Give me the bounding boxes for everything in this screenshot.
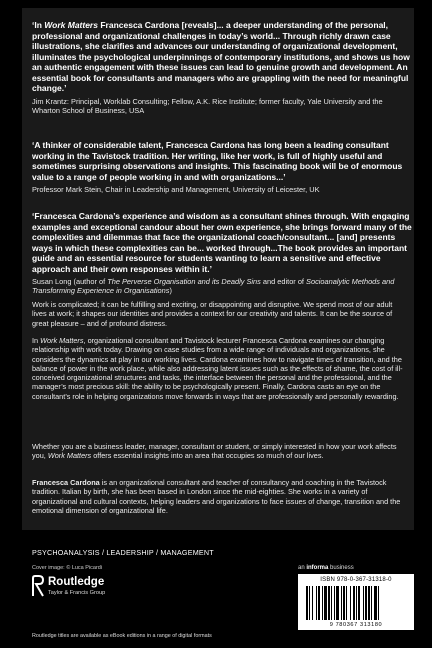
endorsement-stein <box>32 140 412 194</box>
attribution-part: Susan Long (author of <box>32 277 108 286</box>
blurb-part: offers essential insights into an area that occupies so much of our lives. <box>91 451 324 461</box>
publisher-subtitle: Taylor & Francis Group <box>48 590 106 596</box>
book-title-italic: Work Matters <box>40 336 84 345</box>
publisher-name: Routledge <box>48 576 105 588</box>
book-title-italic: Work Matters <box>44 20 98 30</box>
informa-brand: informa <box>306 565 329 571</box>
blurb-part: , organizational consultant and Tavistock lecturer Francesca Cardona examines our changing relationship with work today. Drawing on case studies from a wide range of individuals and organizations, she considers the dynamics at play in our working lives. Cardona examines how to navigate times of transition, and the balance of power in the work place, while also addressing latent issues such as the effects of shame, the cost of ill-conceived organizational structures and tasks, the interface between the personal and the professional, and the manager’s most precious skill: the ability to be psychologically present. Finally, Cardona casts an eye on the consultant’s role in helping organizations move forwards in ways that are professionally and personally rewarding. <box>32 336 403 401</box>
blurb-paragraph-3 <box>32 442 408 461</box>
subject-categories: PSYCHOANALYSIS / LEADERSHIP / MANAGEMENT <box>32 548 214 557</box>
attribution-title-italic: Socioanalytic Methods and Transforming Experience in Organisations <box>32 277 395 296</box>
quote-attribution: Professor Mark Stein, Chair in Leadership and Management, University of Leicester, UK <box>32 185 320 194</box>
blurb-paragraph-1: Work is complicated; it can be fulfilling and exciting, or disappointing and disruptive. We spend most of our adult lives at work; it shapes our identities and provides a context for our creativity and talents. It can be the source of great pleasure – and of profound distress. <box>32 300 393 328</box>
barcode-icon <box>304 586 408 620</box>
barcode-number: 9 780367 313180 <box>329 622 383 628</box>
endorsement-krantz <box>32 20 412 115</box>
attribution-title-italic: The Perverse Organisation and its Deadly Sins <box>107 277 261 286</box>
attribution-part: and editor of <box>260 277 307 286</box>
quote-attribution <box>32 277 412 295</box>
endorsement-long <box>32 211 412 295</box>
informa-tagline <box>298 565 354 571</box>
quote-open: ‘In <box>32 20 45 30</box>
quote-text: ‘A thinker of considerable talent, Francesca Cardona has long been a leading consultant working in the Tavistock tradition. Her writing, like her work, is full of highly useful and sometimes surprising observations and insights. This fascinating book will be of enormous value to a range of people working in and with organizations...’ <box>32 140 403 182</box>
publisher-logo <box>32 575 172 601</box>
attribution-part: ) <box>169 286 172 296</box>
quote-text <box>32 20 412 94</box>
author-bio <box>32 478 408 515</box>
blurb-part: In <box>32 336 41 345</box>
informa-part: business <box>328 565 354 571</box>
routledge-mark-icon <box>32 575 44 597</box>
quote-attribution: Jim Krantz: Principal, Worklab Consulting; Fellow, A.K. Rice Institute; former faculty, Yale University and the Wharton School of Business, USA <box>32 96 383 115</box>
blurb-paragraph-2 <box>32 336 408 401</box>
author-bio-text: is an organizational consultant and teacher of consultancy and coaching in the Tavistock tradition. Italian by birth, she has been based in London since the mid-eighties. She works in a variety of organizational and cultural contexts, helping leaders and organizations to face issues of change, transition and the emotional dimension of organizational life. <box>32 478 401 515</box>
book-title-italic: Work Matters <box>47 451 92 461</box>
quote-body: Francesca Cardona [reveals]... a deeper understanding of the personal, professional and organizational challenges in today’s world... Through richly drawn case illustrations, she clarifies and advances our understanding of organizational development, illuminates the psychological underpinnings of contemporary institutions, and shows us how an authentic engagement with these issues can lead to genuine growth and development. An essential book for consultants and managers who are grappling with the need for meaningful change.’ <box>32 20 410 93</box>
cover-credit: Cover image: © Luca Picardi <box>32 565 103 571</box>
barcode-block <box>298 574 414 630</box>
author-name: Francesca Cardona <box>32 478 100 487</box>
informa-part: an <box>298 565 307 571</box>
blurb-part: Whether you are a business leader, manager, consultant or student, or simply interested in how your work affects you, <box>32 442 397 461</box>
ebook-note: Routledge titles are available as eBook editions in a range of digital formats <box>32 633 212 639</box>
isbn-label: ISBN 978-0-367-31318-0 <box>320 577 392 583</box>
quote-text: ‘Francesca Cardona’s experience and wisdom as a consultant shines through. With engaging examples and exceptional candour about her own experience, she brings forward many of the complexities and dilemmas that face the organizational coach/consultant... [and] presents ways in which these complexities can be... worked through...The book provides an important guide and an essential resource for students wanting to learn a sensitive and effective approach and their own responses within it.’ <box>32 211 412 274</box>
